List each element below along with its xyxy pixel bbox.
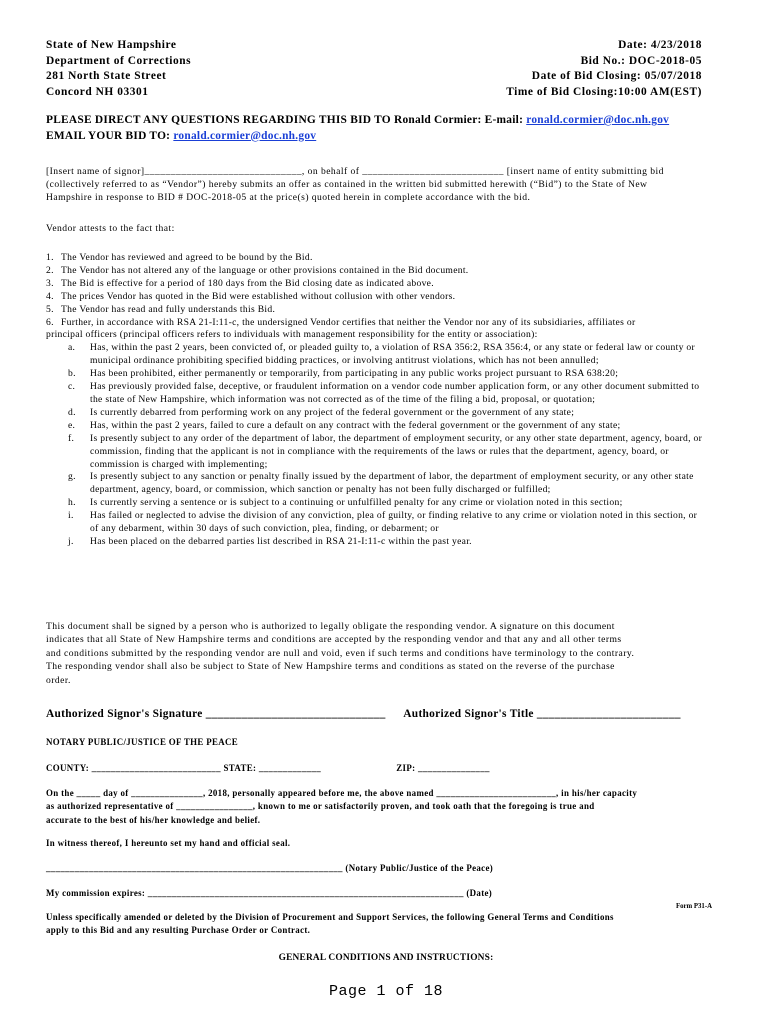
sig-para-line: This document shall be signed by a person who is authorized to legally obligate the responding vendor. A signature on this document bbox=[46, 621, 615, 632]
unless-line: Unless specifically amended or deleted by the Division of Procurement and Support Services, the following General Terms and Conditions bbox=[46, 912, 614, 922]
sub-item-text: Is presently subject to any sanction or penalty finally issued by the department of labor, the department of employment security, or any other state department, agency, board, or commission, which sanction or penalty has not been fully discharged or fulfilled; bbox=[90, 471, 694, 496]
sub-item-text: Has previously provided false, deceptive, or fraudulent information on a vendor code number application form, or any other document submitted to the state of New Hampshire, which information was not corrected as of the time of the filing a bid, proposal, or quotation; bbox=[90, 381, 700, 405]
sub-list bbox=[46, 342, 706, 549]
signor-title-field[interactable]: Authorized Signor's Title ________________________ bbox=[403, 708, 681, 720]
agency-line: Department of Corrections bbox=[46, 54, 192, 67]
sub-list-item bbox=[46, 536, 706, 549]
sub-list-item bbox=[46, 510, 706, 536]
sig-para-line: indicates that all State of New Hampshire terms and conditions are accepted by the responding vendor and that any and all other terms bbox=[46, 634, 622, 646]
sub-item-marker: j. bbox=[68, 535, 74, 547]
sub-item-text: Has failed or neglected to advise the division of any conviction, plea of guilty, or finding relative to any crime or violation noted in this section, or of any debarment, within 30 days of such conviction, plea, finding, or debarment; or bbox=[90, 510, 698, 535]
bid-closing-date: Date of Bid Closing: 05/07/2018 bbox=[531, 70, 702, 82]
contact-block bbox=[46, 113, 706, 144]
notary-line: as authorized representative of ________________, known to me or satisfactorily proven, and took oath that the foregoing is true and bbox=[46, 801, 595, 812]
sub-item-marker: h. bbox=[68, 497, 76, 509]
signor-signature-field[interactable]: Authorized Signor's Signature ______________________________ bbox=[46, 708, 386, 720]
list-item: 2. The Vendor has not altered any of the language or other provisions contained in the Bid document. bbox=[46, 264, 469, 276]
notary-heading: NOTARY PUBLIC/JUSTICE OF THE PEACE bbox=[46, 737, 239, 747]
sub-item-marker: d. bbox=[68, 406, 76, 418]
sub-item-text: Is currently serving a sentence or is subject to a continuing or unfulfilled penalty for any crime or violation noted in this section; bbox=[90, 497, 623, 509]
intro-line: (collectively referred to as “Vendor”) hereby submits an offer as contained in the written bid submitted herewith (“Bid”) to the State of New bbox=[46, 178, 648, 190]
notary-line: On the _____ day of _______________, 2018, personally appeared before me, the above named _________________________, in his/her capacity bbox=[46, 788, 638, 798]
intro-paragraph bbox=[46, 166, 706, 205]
list-item: 4. The prices Vendor has quoted in the Bid were established without collusion with other vendors. bbox=[46, 290, 456, 302]
sub-list-item bbox=[46, 471, 706, 497]
sub-item-text: Is presently subject to any order of the department of labor, the department of employment security, or any other state department, agency, board, or commission, finding that the applicant is not in compliance with the requirements of the laws or rules that the department, agency, board, or commission is charged with implementing; bbox=[90, 432, 703, 470]
signature-paragraph bbox=[46, 620, 706, 687]
county-state-field[interactable]: COUNTY: ___________________________ STATE: _____________ bbox=[46, 763, 322, 773]
sub-list-item bbox=[46, 342, 706, 368]
sig-para-line: order. bbox=[46, 674, 71, 686]
sub-item-marker: g. bbox=[68, 471, 76, 483]
zip-field[interactable]: ZIP: _______________ bbox=[396, 763, 490, 773]
list-item-continuation: principal officers (principal officers refers to individuals with management responsibility for the entity or association): bbox=[46, 329, 538, 341]
list-item: 1. The Vendor has reviewed and agreed to be bound by the Bid. bbox=[46, 252, 313, 263]
sub-list-item bbox=[46, 381, 706, 407]
commission-expires-field[interactable]: My commission expires: __________________________________________________________________ (Date) bbox=[46, 888, 493, 898]
bid-closing-time: Time of Bid Closing:10:00 AM(EST) bbox=[506, 85, 702, 98]
sub-item-text: Has, within the past 2 years, been convicted of, or pleaded guilty to, a violation of RSA 356:2, RSA 356:4, or any state or federal law or county or municipal ordinance prohibiting specified bidding practices, or involving antitrust violations, which has not been annulled; bbox=[90, 342, 695, 367]
email-bid-text: EMAIL YOUR BID TO: bbox=[46, 129, 174, 142]
sub-item-marker: e. bbox=[68, 419, 76, 431]
sub-item-text: Has been placed on the debarred parties list described in RSA 21-I:11-c within the past year. bbox=[90, 535, 472, 547]
witness-line: In witness thereof, I hereunto set my hand and official seal. bbox=[46, 838, 291, 848]
sub-item-marker: i. bbox=[68, 510, 74, 522]
sub-list-item bbox=[46, 420, 706, 433]
signor-line bbox=[46, 708, 706, 720]
bid-number: Bid No.: DOC-2018-05 bbox=[580, 54, 702, 67]
sub-item-text: Has been prohibited, either permanently or temporarily, from participating in any public works project pursuant to RSA 638:20; bbox=[90, 368, 619, 380]
sub-item-text: Has, within the past 2 years, failed to cure a default on any contract with the federal government or the government of any state; bbox=[90, 419, 621, 431]
notary-line: accurate to the best of his/her knowledge and belief. bbox=[46, 814, 261, 825]
intro-line: Hampshire in response to BID # DOC-2018-05 at the price(s) quoted herein in complete accordance with the bid. bbox=[46, 191, 531, 203]
questions-email-link[interactable]: ronald.cormier@doc.nh.gov bbox=[526, 114, 670, 126]
bid-info bbox=[506, 38, 702, 100]
notary-signature-field[interactable]: ______________________________________________________________ (Notary Public/Justice of the Peace) bbox=[46, 863, 494, 873]
bid-email-link[interactable]: ronald.cormier@doc.nh.gov bbox=[173, 129, 317, 142]
sub-list-item bbox=[46, 368, 706, 381]
agency-line: 281 North State Street bbox=[46, 70, 167, 82]
unless-paragraph bbox=[46, 911, 614, 938]
sub-item-marker: c. bbox=[68, 381, 76, 393]
sub-item-marker: b. bbox=[68, 368, 76, 380]
sig-para-line: and conditions submitted by the responding vendor are null and void, even if such terms and conditions have terminology to the contrary. bbox=[46, 647, 635, 659]
agency-line: State of New Hampshire bbox=[46, 39, 177, 51]
sub-item-marker: f. bbox=[68, 432, 75, 444]
general-conditions-heading: GENERAL CONDITIONS AND INSTRUCTIONS: bbox=[278, 953, 494, 963]
notary-statement bbox=[46, 787, 637, 827]
county-state-line bbox=[46, 763, 490, 773]
attests-line: Vendor attests to the fact that: bbox=[46, 223, 175, 234]
sub-list-item bbox=[46, 407, 706, 420]
page-number: Page 1 of 18 bbox=[328, 983, 444, 1000]
sub-item-marker: a. bbox=[68, 342, 76, 354]
list-item: 5. The Vendor has read and fully understands this Bid. bbox=[46, 303, 276, 315]
questions-text: PLEASE DIRECT ANY QUESTIONS REGARDING THIS BID TO Ronald Cormier: E-mail: bbox=[46, 114, 527, 126]
list-item: 3. The Bid is effective for a period of 180 days from the Bid closing date as indicated above. bbox=[46, 277, 434, 289]
agency-line: Concord NH 03301 bbox=[46, 85, 149, 98]
sig-para-line: The responding vendor shall also be subject to State of New Hampshire terms and conditions as stated on the reverse of the purchase bbox=[46, 661, 615, 673]
attestation-list bbox=[46, 252, 706, 549]
intro-line: [Insert name of signor]______________________________, on behalf of ___________________________ [insert name of entity submitting bid bbox=[46, 166, 664, 177]
unless-line: apply to this Bid and any resulting Purchase Order or Contract. bbox=[46, 925, 311, 936]
bid-date: Date: 4/23/2018 bbox=[618, 39, 702, 51]
form-number: Form P31-A bbox=[675, 903, 712, 910]
sub-list-item bbox=[46, 497, 706, 510]
sub-list-item bbox=[46, 433, 706, 472]
agency-address bbox=[46, 38, 191, 100]
list-item: 6. Further, in accordance with RSA 21-I:11-c, the undersigned Vendor certifies that neither the Vendor nor any of its subsidiaries, affiliates or bbox=[46, 316, 636, 328]
sub-item-text: Is currently debarred from performing work on any project of the federal government or the government of any state; bbox=[90, 406, 575, 418]
